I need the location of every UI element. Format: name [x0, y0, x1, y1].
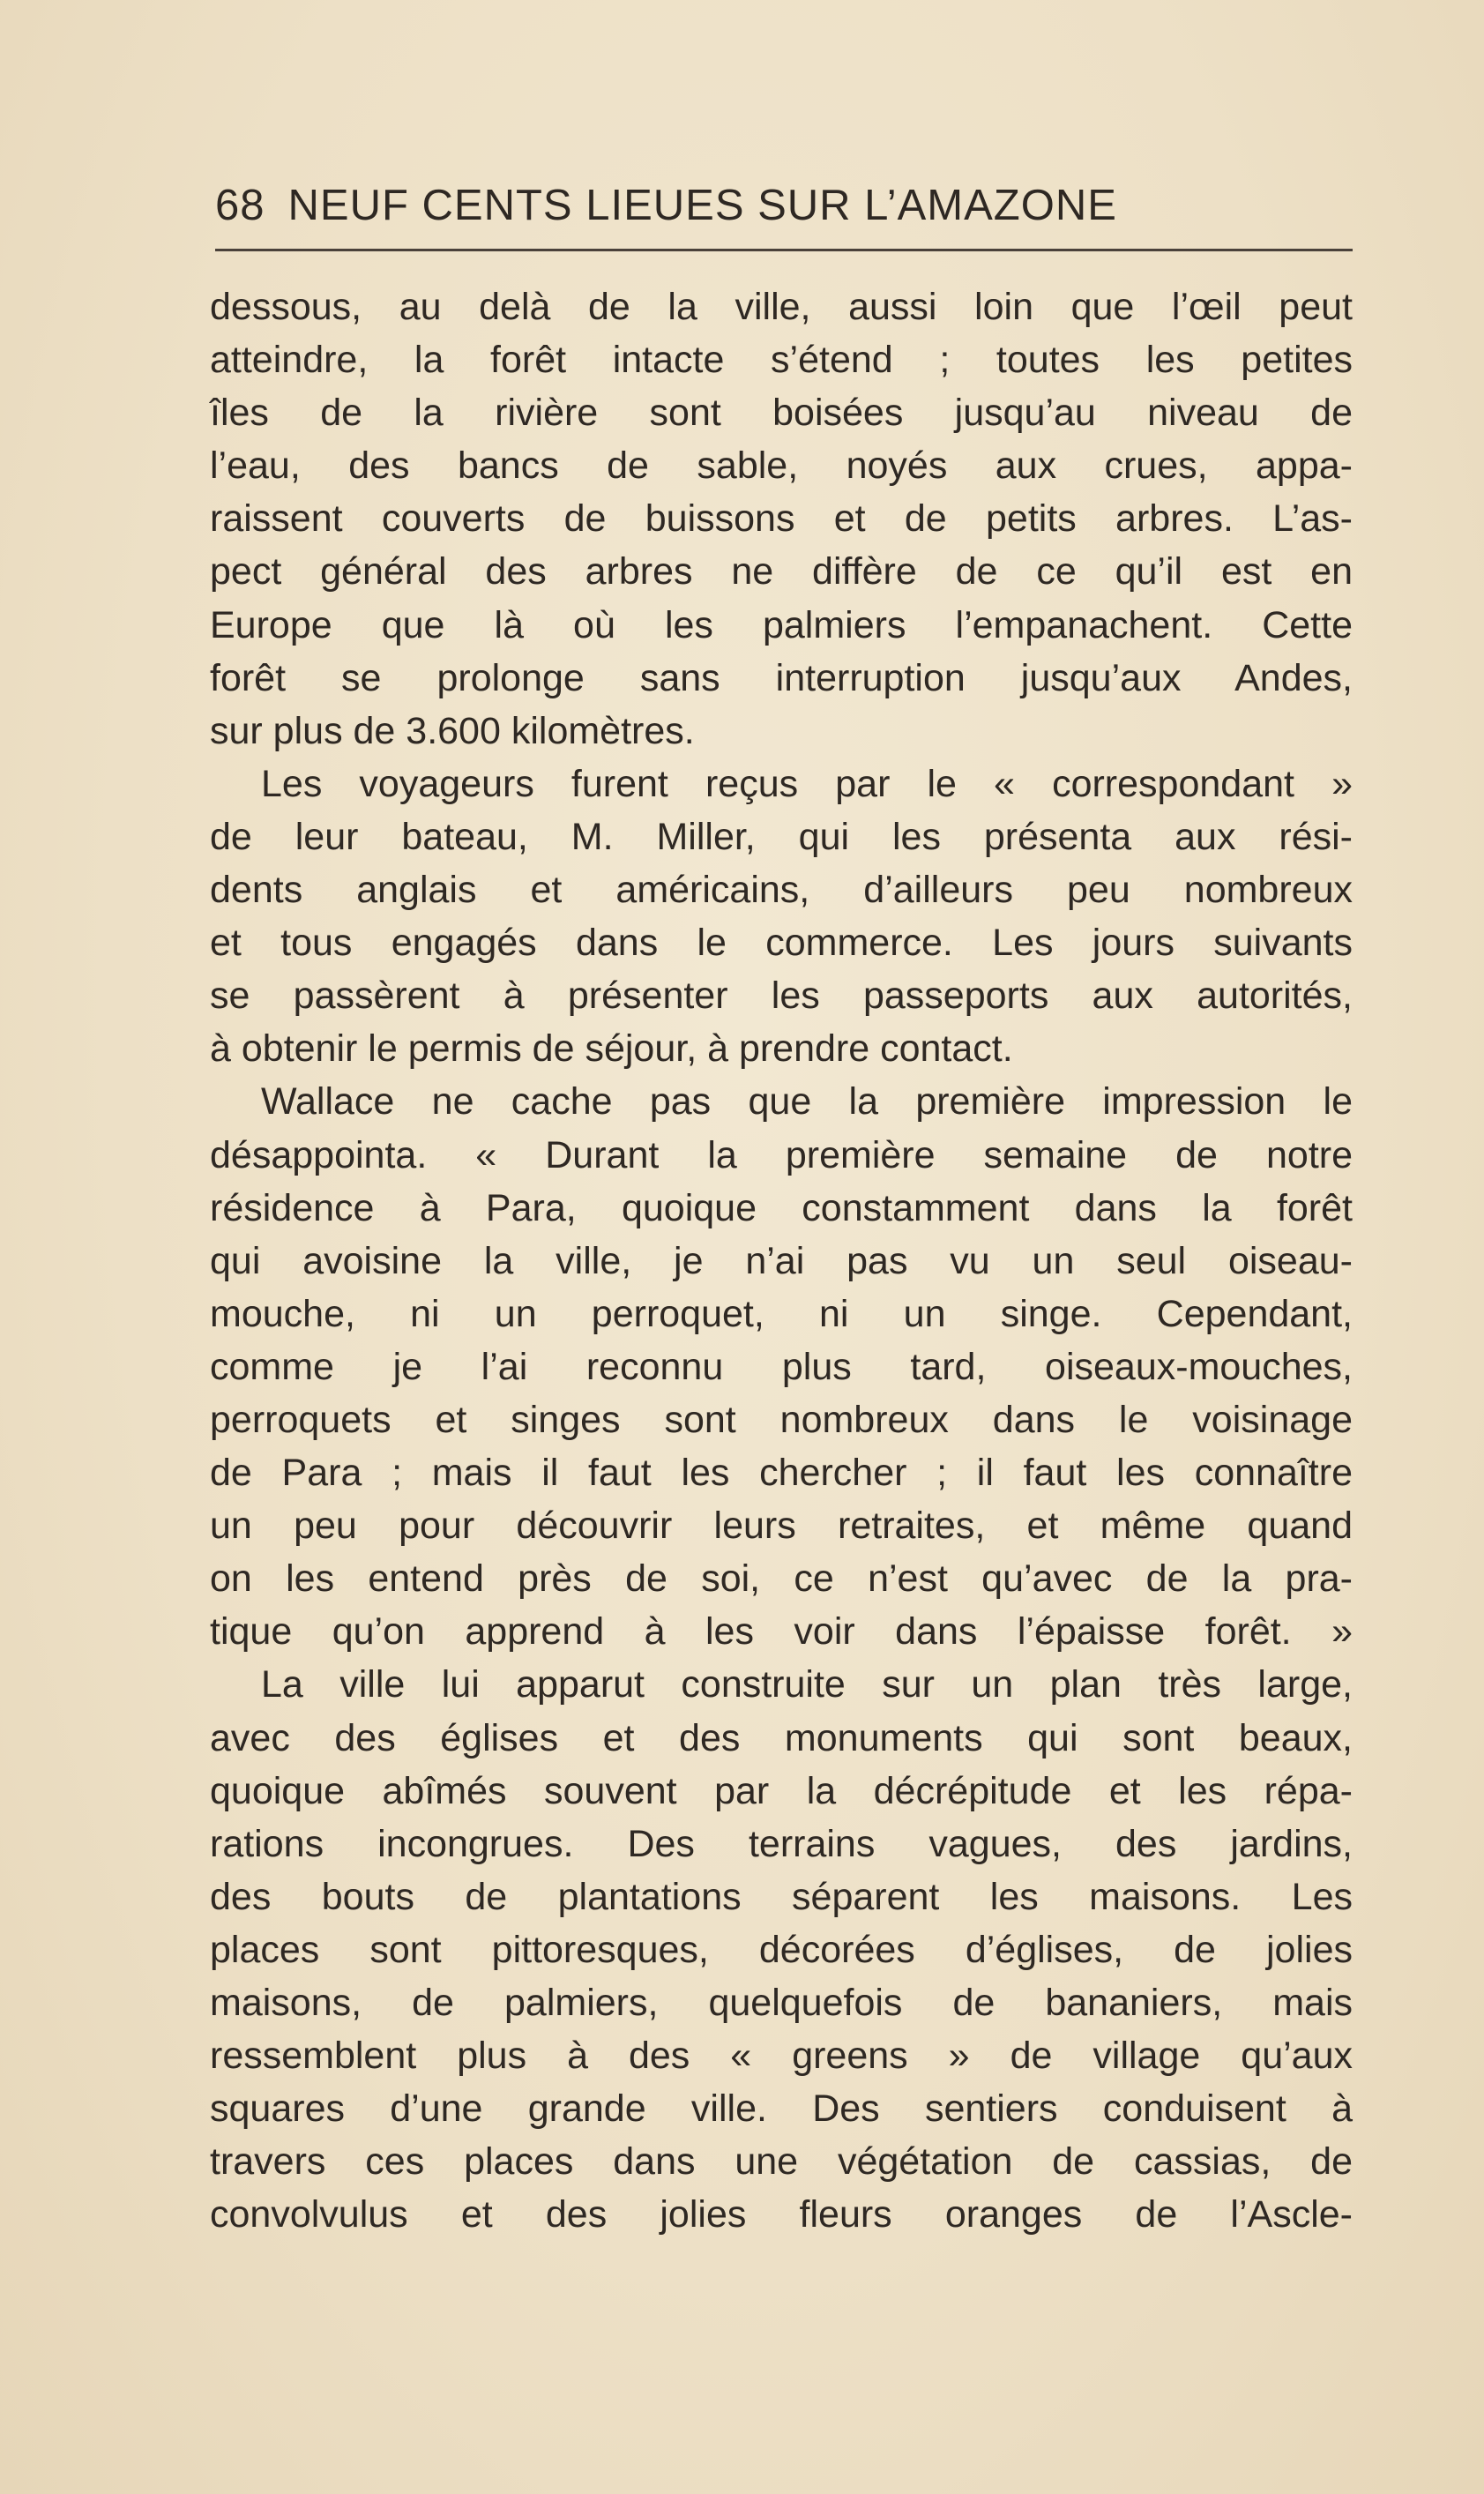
- text-line: îles de la rivière sont boisées jusqu’au niveau de: [210, 392, 1353, 435]
- text-line: convolvulus et des jolies fleurs oranges de l’Ascle-: [210, 2193, 1353, 2236]
- text-line: Europe que là où les palmiers l’empanachent. Cette: [210, 603, 1353, 646]
- text-line: quoique abîmés souvent par la décrépitude et les répa-: [210, 1769, 1353, 1812]
- text-line: raissent couverts de buissons et de petits arbres. L’as-: [210, 497, 1353, 541]
- text-line: l’eau, des bancs de sable, noyés aux crues, appa-: [210, 444, 1353, 488]
- text-line: dessous, au delà de la ville, aussi loin que l’œil peut: [210, 286, 1353, 328]
- text-line: résidence à Para, quoique constamment dans la forêt: [210, 1186, 1353, 1229]
- text-line: maisons, de palmiers, quelquefois de bananiers, mais: [210, 1982, 1353, 2024]
- text-line: mouche, ni un perroquet, ni un singe. Cependant,: [210, 1292, 1353, 1335]
- text-line: et tous engagés dans le commerce. Les jours suivants: [210, 922, 1353, 965]
- text-line: pect général des arbres ne diffère de ce qu’il est en: [210, 550, 1353, 594]
- text-line: de Para ; mais il faut les chercher ; il faut les connaître: [210, 1452, 1353, 1495]
- text-line: comme je l’ai reconnu plus tard, oiseaux-mouches,: [210, 1345, 1353, 1388]
- header-rule: [215, 249, 1353, 251]
- text-line: dents anglais et américains, d’ailleurs peu nombreux: [210, 869, 1353, 912]
- text-line: des bouts de plantations séparent les maisons. Les: [210, 1875, 1353, 1918]
- running-title: NEUF CENTS LIEUES SUR L’AMAZONE: [287, 182, 1117, 229]
- text-line: Wallace ne cache pas que la première impression le: [261, 1080, 1353, 1124]
- text-line: atteindre, la forêt intacte s’étend ; toutes les petites: [210, 339, 1353, 382]
- text-line: ressemblent plus à des « greens » de village qu’aux: [210, 2035, 1353, 2078]
- text-line: forêt se prolonge sans interruption jusqu’aux Andes,: [210, 656, 1353, 699]
- text-line: on les entend près de soi, ce n’est qu’avec de la pra-: [210, 1557, 1353, 1601]
- page-number: 68: [215, 182, 265, 229]
- running-head: [215, 175, 1353, 236]
- text-line: perroquets et singes sont nombreux dans le voisinage: [210, 1398, 1353, 1441]
- text-line: rations incongrues. Des terrains vagues, des jardins,: [210, 1822, 1353, 1865]
- text-line: tique qu’on apprend à les voir dans l’épaisse forêt. »: [210, 1610, 1353, 1654]
- text-line: avec des églises et des monuments qui sont beaux,: [210, 1716, 1353, 1759]
- text-line: se passèrent à présenter les passeports aux autorités,: [210, 974, 1353, 1018]
- text-line: La ville lui apparut construite sur un plan très large,: [261, 1663, 1353, 1706]
- text-line: à obtenir le permis de séjour, à prendre contact.: [210, 1027, 1013, 1071]
- text-line: désappointa. « Durant la première semaine de notre: [210, 1133, 1353, 1176]
- text-line: sur plus de 3.600 kilomètres.: [210, 709, 695, 752]
- text-line: qui avoisine la ville, je n’ai pas vu un seul oiseau-: [210, 1239, 1353, 1282]
- text-line: de leur bateau, M. Miller, qui les présenta aux rési-: [210, 815, 1353, 858]
- body-text: [210, 280, 1353, 2241]
- text-line: un peu pour découvrir leurs retraites, et même quand: [210, 1505, 1353, 1548]
- text-line: Les voyageurs furent reçus par le « correspondant »: [261, 762, 1353, 805]
- text-line: places sont pittoresques, décorées d’églises, de jolies: [210, 1928, 1353, 1971]
- text-line: squares d’une grande ville. Des sentiers conduisent à: [210, 2087, 1353, 2131]
- text-line: travers ces places dans une végétation de cassias, de: [210, 2140, 1353, 2184]
